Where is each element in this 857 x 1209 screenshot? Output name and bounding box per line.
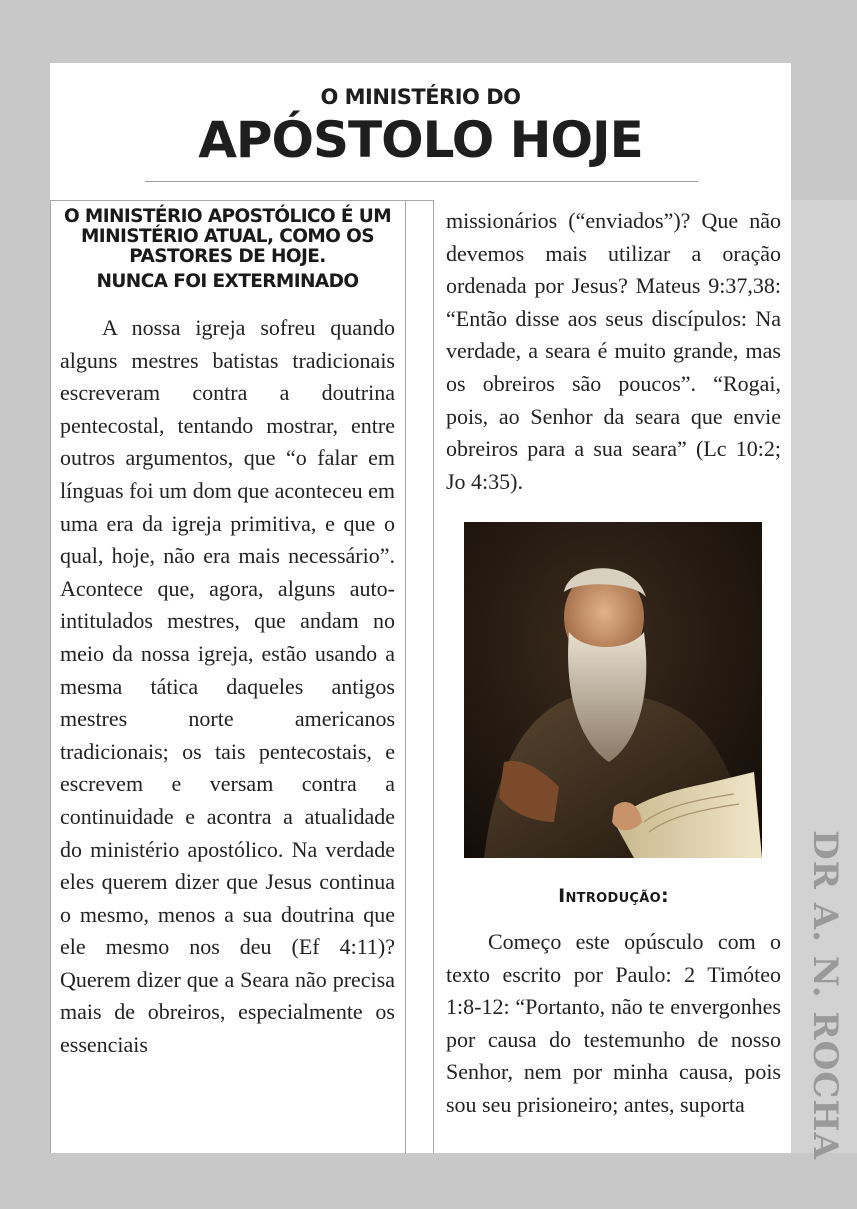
bottom-margin-band xyxy=(0,1153,857,1209)
right-column-top xyxy=(446,205,781,498)
column-gutter xyxy=(406,200,434,1153)
page-header xyxy=(50,63,791,203)
title-kicker: O MINISTÉRIO DO xyxy=(320,85,521,109)
left-column xyxy=(60,207,395,1062)
author-spine-label xyxy=(797,830,853,1160)
apostle-portrait-image xyxy=(464,522,762,858)
section-heading: O MINISTÉRIO APOSTÓLICO É UM MINISTÉRIO ATUAL, COMO OS PASTORES DE HOJE. xyxy=(63,206,392,267)
body-paragraph: A nossa igreja sofreu quando alguns mestres batistas tradicionais escreveram contra a doutrina pentecostal, tentando mostrar, entre outros argumentos, que “o falar em línguas foi um dom que aconteceu em uma era da igreja primitiva, e que o qual, hoje, não era mais necessário”. Acontece que, agora, alguns auto-intitulados mestres, que andam no meio da nossa igreja, estão usando a mesma tática daqueles antigos mestres norte americanos tradicionais; os tais pentecostais, e escrevem e versam contra a continuidade e acontra a atualidade do ministério apostólico. Na verdade eles querem dizer que Jesus continua o mesmo, menos a sua doutrina que ele mesmo nos deu (Ef 4:11)? Querem dizer que a Seara não precisa mais de obreiros, especialmente os essenciais xyxy=(60,315,395,1058)
page-title: APÓSTOLO HOJE xyxy=(198,111,643,169)
right-column-bottom xyxy=(446,926,781,1122)
introduction-paragraph: Começo este opúsculo com o texto escrito por Paulo: 2 Timóteo 1:8-12: “Portanto, não te envergonhes por causa do testemunho de nosso Senhor, nem por minha causa, pois sou seu prisioneiro; antes, suporta xyxy=(446,929,781,1117)
section-subheading: NUNCA FOI EXTERMINADO xyxy=(96,271,359,292)
header-divider xyxy=(145,181,698,182)
introduction-heading: Introdução: xyxy=(558,885,669,907)
author-name: DR A. N. ROCHA xyxy=(805,830,845,1160)
body-paragraph-continued: missionários (“enviados”)? Que não devemos mais utilizar a oração ordenada por Jesus? Mateus 9:37,38: “Então disse aos seus discípulos: Na verdade, a seara é muito grande, mas os obreiros são poucos”. “Rogai, pois, ao Senhor da seara que envie obreiros para a sua seara” (Lc 10:2; Jo 4:35). xyxy=(446,208,781,494)
